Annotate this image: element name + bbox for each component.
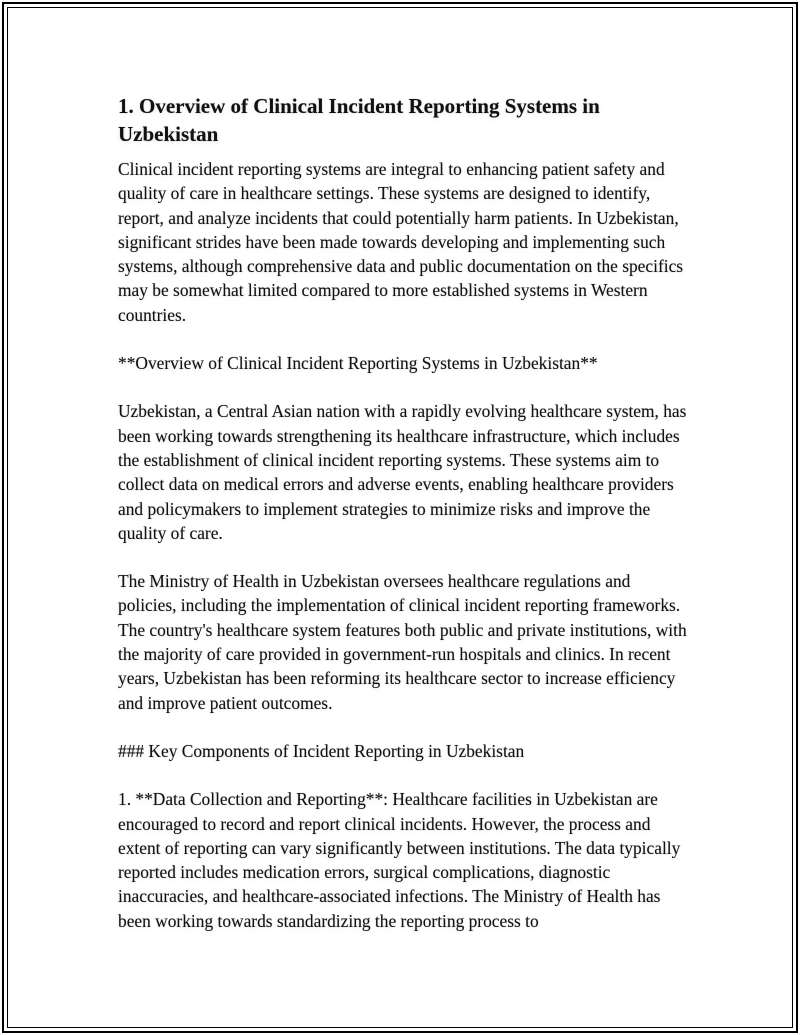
intro-paragraph: Clinical incident reporting systems are integral to enhancing patient safety and quality of care in healthcare settings. These systems are designed to identify, report, and analyze incidents that could potentially harm patients. In Uzbekistan, significant strides have been made towards developing and implementing such systems, although comprehensive data and public documentation on the specifics may be somewhat limited compared to more established systems in Western countries.: [118, 159, 684, 325]
background-paragraph: Uzbekistan, a Central Asian nation with a rapidly evolving healthcare system, has been working towards strengthening its healthcare infrastructure, which includes the establishment of clinical incident reporting systems. These systems aim to collect data on medical errors and adverse events, enabling healthcare providers and policymakers to implement strategies to minimize risks and improve the quality of care.: [118, 401, 687, 543]
section-title: 1. Overview of Clinical Incident Reporting Systems in Uzbekistan: [118, 94, 600, 146]
data-collection-paragraph: 1. **Data Collection and Reporting**: Healthcare facilities in Uzbekistan are encouraged to record and report clinical incidents. However, the process and extent of reporting can vary significantly between institutions. The data typically reported includes medication errors, surgical complications, diagnostic inaccuracies, and healthcare-associated infections. The Ministry of Health has been working towards standardizing the reporting process to: [118, 789, 681, 931]
ministry-paragraph: The Ministry of Health in Uzbekistan oversees healthcare regulations and policies, including the implementation of clinical incident reporting frameworks. The country's healthcare system features both public and private institutions, with the majority of care provided in government-run hospitals and clinics. In recent years, Uzbekistan has been reforming its healthcare sector to increase efficiency and improve patient outcomes.: [118, 571, 687, 713]
document-body: [118, 92, 690, 957]
overview-heading-paragraph: **Overview of Clinical Incident Reporting Systems in Uzbekistan**: [118, 353, 598, 374]
key-components-heading-paragraph: ### Key Components of Incident Reporting in Uzbekistan: [118, 740, 525, 761]
